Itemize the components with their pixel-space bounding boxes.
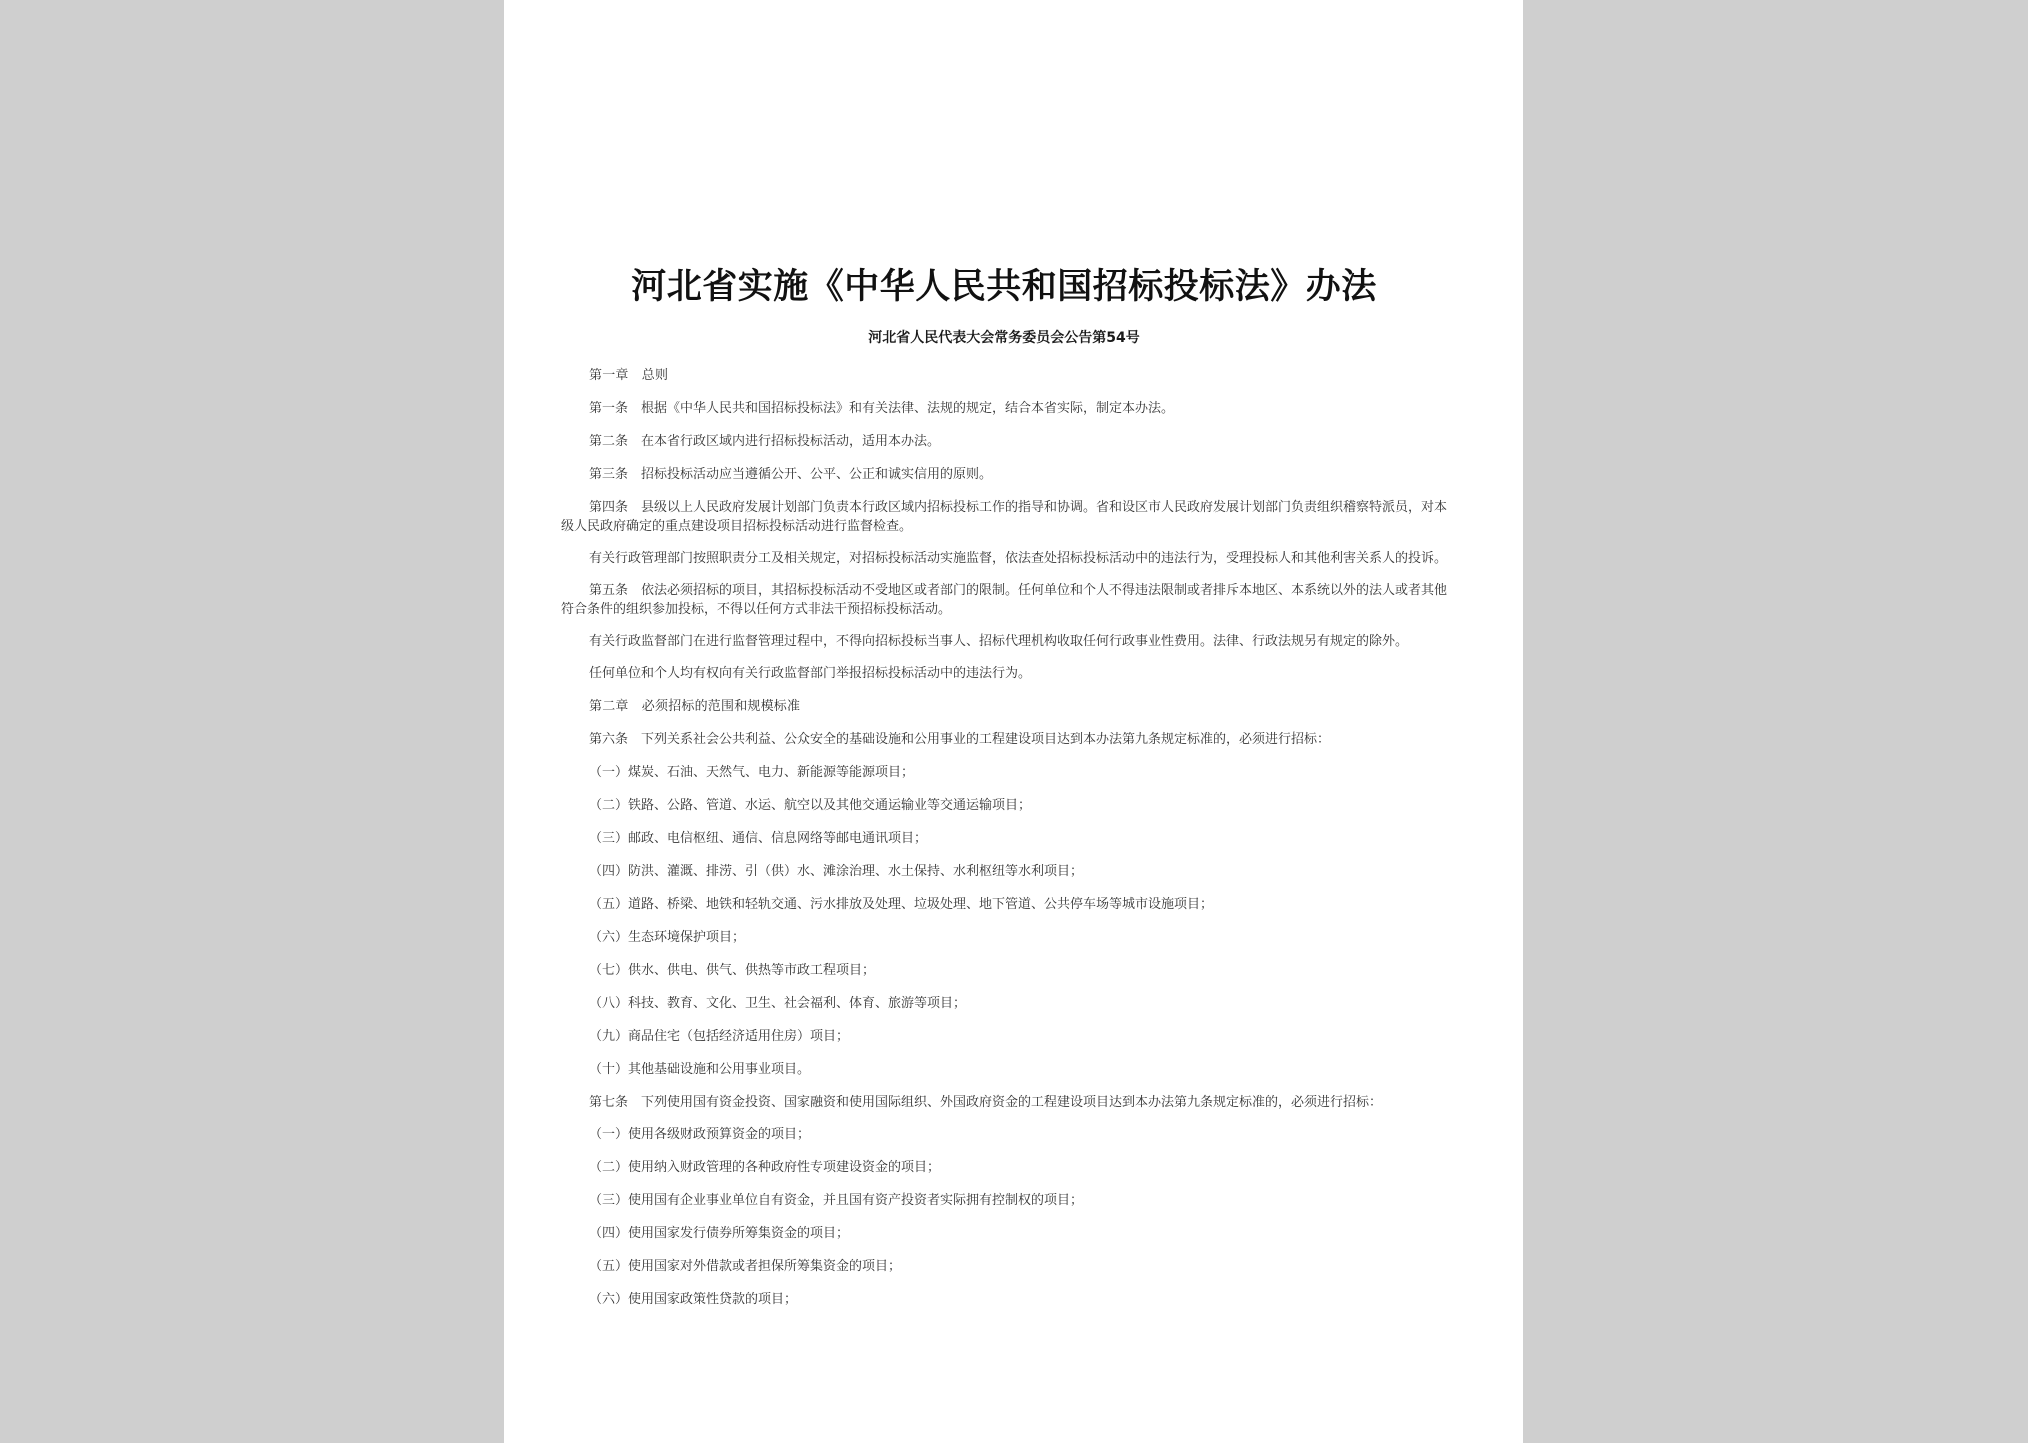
article-5-para-3: 任何单位和个人均有权向有关行政监督部门举报招标投标活动中的违法行为。 [589, 666, 1032, 681]
article-7-item: （三）使用国有企业事业单位自有资金，并且国有资产投资者实际拥有控制权的项目； [589, 1193, 1084, 1208]
article-7-item: （五）使用国家对外借款或者担保所筹集资金的项目； [589, 1259, 902, 1274]
article-5-para-1: 第五条 依法必须招标的项目，其招标投标活动不受地区或者部门的限制。任何单位和个人不得违法限制或者排斥本地区、本系统以外的法人或者其他符合条件的组织参加投标，不得以任何方式非法干预招标投标活动。 [561, 583, 1448, 617]
document-subtitle: 河北省人民代表大会常务委员会公告第54号 [868, 330, 1140, 346]
document-title: 河北省实施《中华人民共和国招标投标法》办法 [631, 267, 1377, 307]
document-body [561, 366, 1447, 1309]
article-7-item: （一）使用各级财政预算资金的项目； [589, 1127, 811, 1142]
article-3: 第三条 招标投标活动应当遵循公开、公平、公正和诚实信用的原则。 [589, 467, 993, 482]
article-4-para-2: 有关行政管理部门按照职责分工及相关规定，对招标投标活动实施监督，依法查处招标投标活动中的违法行为，受理投标人和其他利害关系人的投诉。 [589, 551, 1448, 566]
article-1: 第一条 根据《中华人民共和国招标投标法》和有关法律、法规的规定，结合本省实际，制定本办法。 [589, 401, 1175, 416]
article-6-item: （三）邮政、电信枢纽、通信、信息网络等邮电通讯项目； [589, 831, 928, 846]
article-6-item: （四）防洪、灌溉、排涝、引（供）水、滩涂治理、水土保持、水利枢纽等水利项目； [589, 864, 1084, 879]
article-7-item: （四）使用国家发行债券所筹集资金的项目； [589, 1226, 850, 1241]
article-6-item: （十）其他基础设施和公用事业项目。 [589, 1062, 811, 1077]
article-6-item: （一）煤炭、石油、天然气、电力、新能源等能源项目； [589, 765, 915, 780]
article-2: 第二条 在本省行政区域内进行招标投标活动，适用本办法。 [589, 434, 941, 449]
article-6-item: （六）生态环境保护项目； [589, 930, 746, 945]
article-7: 第七条 下列使用国有资金投资、国家融资和使用国际组织、外国政府资金的工程建设项目达到本办法第九条规定标准的，必须进行招标： [589, 1095, 1383, 1110]
chapter-heading-2: 第二章 必须招标的范围和规模标准 [589, 699, 801, 714]
article-6-item: （七）供水、供电、供气、供热等市政工程项目； [589, 963, 876, 978]
article-6: 第六条 下列关系社会公共利益、公众安全的基础设施和公用事业的工程建设项目达到本办法第九条规定标准的，必须进行招标： [589, 732, 1331, 747]
article-6-item: （五）道路、桥梁、地铁和轻轨交通、污水排放及处理、垃圾处理、地下管道、公共停车场等城市设施项目； [589, 897, 1214, 912]
article-7-item: （六）使用国家政策性贷款的项目； [589, 1292, 798, 1307]
article-4-para-1: 第四条 县级以上人民政府发展计划部门负责本行政区域内招标投标工作的指导和协调。省和设区市人民政府发展计划部门负责组织稽察特派员，对本级人民政府确定的重点建设项目招标投标活动进行监督检查。 [561, 500, 1448, 534]
chapter-heading-1: 第一章 总则 [589, 368, 669, 383]
article-6-item: （八）科技、教育、文化、卫生、社会福利、体育、旅游等项目； [589, 996, 967, 1011]
document-page [504, 0, 1523, 1443]
article-6-item: （二）铁路、公路、管道、水运、航空以及其他交通运输业等交通运输项目； [589, 798, 1032, 813]
article-6-item: （九）商品住宅（包括经济适用住房）项目； [589, 1029, 850, 1044]
article-7-item: （二）使用纳入财政管理的各种政府性专项建设资金的项目； [589, 1160, 941, 1175]
article-5-para-2: 有关行政监督部门在进行监督管理过程中，不得向招标投标当事人、招标代理机构收取任何行政事业性费用。法律、行政法规另有规定的除外。 [589, 634, 1409, 649]
